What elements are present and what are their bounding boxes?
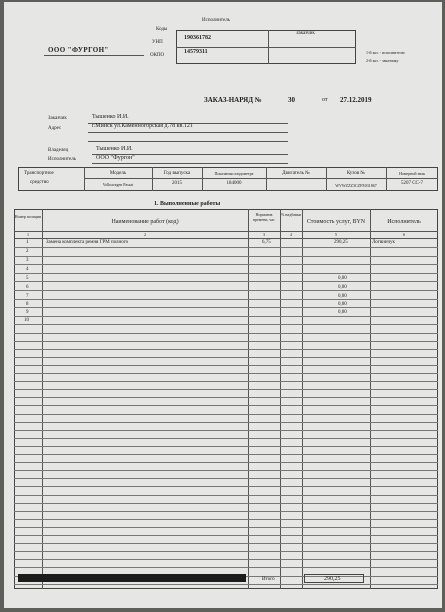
row-cost: 0,00 [338, 294, 347, 299]
col-number-4: 4 [290, 232, 292, 237]
address-value: г.Минск ул.Каменногорская д.78 кв.121 [92, 123, 193, 129]
vehicle-row-label-2: средство [30, 180, 49, 185]
row-num: 10 [24, 318, 29, 323]
table-rule-line [14, 357, 438, 358]
col-header-num: Номер позиции [14, 214, 42, 219]
address-line-2 [88, 141, 288, 142]
col-header-norm: Норматив времени, час [253, 212, 275, 222]
total-value: 290,25 [324, 576, 341, 582]
order-title: ЗАКАЗ-НАРЯД № [204, 96, 262, 104]
row-num: 1 [26, 240, 29, 245]
customer-label: Заказчик [48, 116, 67, 121]
codes-col-divider [268, 30, 269, 64]
table-rule-line [14, 264, 438, 265]
table-rule-line [14, 333, 438, 334]
table-rule-line [14, 405, 438, 406]
table-rule-line [14, 422, 438, 423]
table-rule-line [14, 414, 438, 415]
order-date: 27.12.2019 [340, 96, 372, 104]
row-num: 7 [26, 294, 29, 299]
executor-value: ООО "Фургон" [96, 155, 135, 161]
works-col-5 [370, 209, 371, 589]
col-number-6: 6 [403, 232, 405, 237]
unp-label: УНП [152, 40, 163, 45]
vehicle-body-value: WVWZZZ3CZFE031867 [335, 183, 377, 188]
table-rule-line [14, 290, 438, 291]
col-header-exec: Исполнитель [387, 219, 421, 225]
table-rule-line [14, 527, 438, 528]
vehicle-header-plate: Номерной знак [399, 171, 425, 176]
address-label: Адрес [48, 126, 62, 131]
company-underline [44, 55, 144, 56]
works-table [14, 209, 438, 589]
vehicle-year-value: 2015 [172, 181, 182, 186]
order-number: 30 [288, 96, 295, 104]
table-rule-line [14, 454, 438, 455]
col-number-5: 5 [335, 232, 337, 237]
table-rule-line [14, 316, 438, 317]
table-rule-line [14, 389, 438, 390]
vehicle-plate-value: 5207 СС-7 [400, 181, 424, 186]
customer-value: Тышенко И.И. [92, 114, 129, 120]
row-exec: Логвинчук [372, 240, 395, 245]
company-name: ООО "ФУРГОН" [48, 46, 109, 54]
table-footer-bar [18, 574, 246, 582]
vehicle-header-engine: Двигатель № [282, 171, 310, 176]
row-num: 8 [26, 302, 29, 307]
vehicle-model-value: Volkswagen Passat [102, 182, 134, 187]
owner-value: Тышенко И.И. [96, 146, 133, 152]
copy-note-1: 1-й экз. - исполнителю [366, 50, 405, 55]
vehicle-header-year: Год выпуска [163, 171, 191, 176]
table-rule-line [14, 446, 438, 447]
vehicle-header-body: Кузов № [346, 171, 366, 176]
row-cost: 0,00 [338, 276, 347, 281]
table-rule-line [14, 551, 438, 552]
table-rule-line [14, 373, 438, 374]
col-number-1: 1 [27, 232, 29, 237]
table-rule-line [14, 495, 438, 496]
row-cost: 0,00 [338, 285, 347, 290]
col-header-name: Наименование работ (код) [111, 219, 179, 225]
table-rule-line [14, 462, 438, 463]
col-number-3: 3 [263, 232, 265, 237]
table-rule-line [14, 381, 438, 382]
okpo-label: ОКПО [150, 53, 165, 58]
row-num: 2 [26, 249, 29, 254]
col-header-pct: % надбавки [280, 212, 302, 217]
copy-note-2: 2-й экз. - заказчику [366, 58, 399, 63]
okpo-value: 14579311 [184, 49, 208, 55]
table-rule-line [14, 397, 438, 398]
order-date-label: от [322, 97, 328, 103]
table-rule-line [14, 567, 438, 568]
table-rule-line [14, 470, 438, 471]
col-header-cost: Стоимость услуг, BYN [306, 219, 366, 225]
table-rule-line [14, 247, 438, 248]
table-rule-line [14, 519, 438, 520]
vehicle-header-model: Модель [109, 171, 127, 176]
table-rule-line [14, 273, 438, 274]
row-num: 5 [26, 276, 29, 281]
codes-title: Коды [156, 27, 168, 32]
executor-line [92, 163, 288, 164]
total-label: Итого [262, 577, 275, 582]
table-rule-line [14, 281, 438, 282]
table-rule-line [14, 430, 438, 431]
table-rule-line [14, 486, 438, 487]
works-col-2 [248, 209, 249, 589]
table-rule-line [14, 365, 438, 366]
table-rule-line [14, 511, 438, 512]
row-num: 4 [26, 267, 29, 272]
table-rule-line [14, 584, 438, 585]
row-num: 6 [26, 285, 29, 290]
table-rule-line [14, 299, 438, 300]
works-col-4 [302, 209, 303, 589]
unp-value: 190361782 [184, 35, 211, 41]
table-rule-line [14, 341, 438, 342]
codes-row-divider [176, 47, 356, 48]
owner-label: Владелец [48, 148, 69, 153]
table-rule-line [14, 324, 438, 325]
document-page [4, 2, 442, 608]
executor-codes-title: Исполнитель [202, 18, 230, 23]
works-col-1 [42, 209, 43, 589]
row-num: 9 [26, 310, 29, 315]
col-numbers-bottom-line [14, 238, 438, 239]
row-norm: 6,75 [262, 240, 271, 245]
row-num: 3 [26, 258, 29, 263]
table-rule-line [14, 256, 438, 257]
vehicle-row-label-1: Транспортное [24, 171, 54, 176]
vehicle-header-odometer: Показания спидометра [214, 171, 254, 176]
address-line [88, 132, 288, 133]
works-col-3 [280, 209, 281, 589]
col-number-2: 2 [144, 232, 146, 237]
table-rule-line [14, 438, 438, 439]
customer-codes-title: Заказчик [296, 31, 315, 36]
table-rule-line [14, 543, 438, 544]
table-rule-line [14, 307, 438, 308]
row-cost: 0,00 [338, 302, 347, 307]
table-rule-line [14, 559, 438, 560]
table-rule-line [14, 535, 438, 536]
table-rule-line [14, 478, 438, 479]
table-rule-line [14, 503, 438, 504]
table-rule-line [14, 349, 438, 350]
row-cost: 290,25 [334, 240, 348, 245]
vehicle-odometer-value: 184000 [226, 181, 242, 186]
row-cost: 0,00 [338, 310, 347, 315]
row-name: Замена комплекта ремня ГРМ полного [46, 240, 129, 245]
executor-label: Исполнитель [48, 157, 76, 162]
vehicle-row-divider [84, 178, 438, 179]
works-section-title: 1. Выполненные работы [154, 201, 221, 207]
